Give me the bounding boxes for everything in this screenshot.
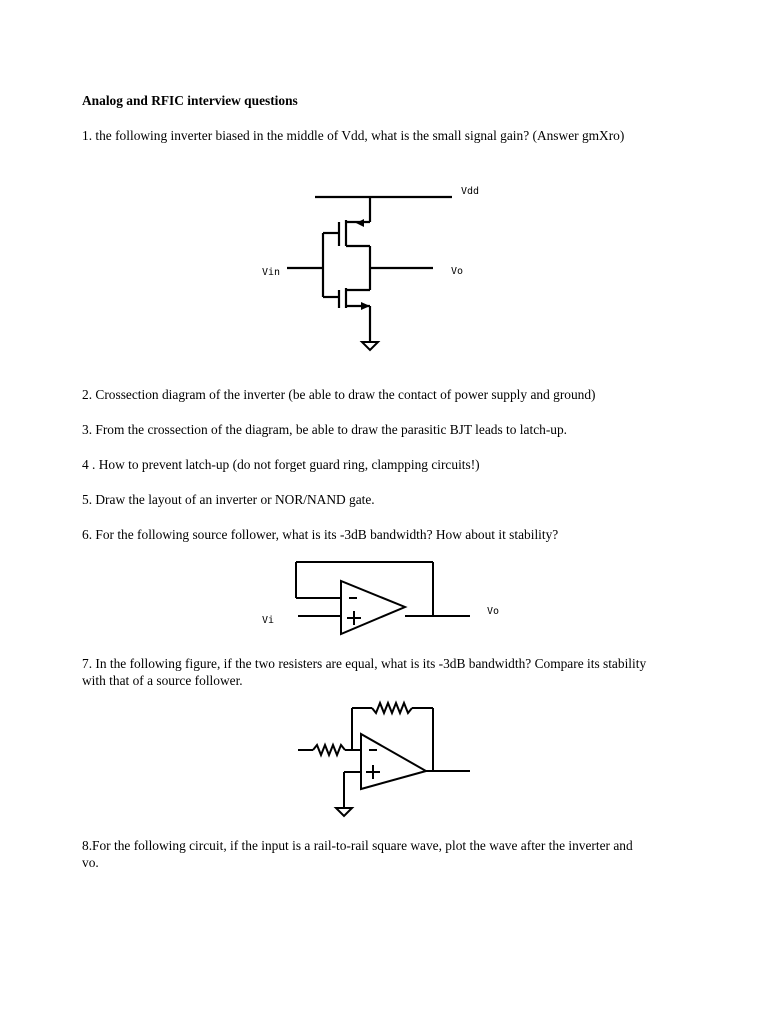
opamp-triangle-2 [361,734,426,789]
vo-label: Vo [451,266,464,277]
question-4: 4 . How to prevent latch-up (do not forget guard ring, clampping circuits!) [82,457,480,472]
question-7: 7. In the following figure, if the two resisters are equal, what is its -3dB bandwidth? Compare its stability with that of a source follower. [82,656,647,688]
document-title: Analog and RFIC interview questions [82,93,298,108]
vin-label: Vin [262,267,281,278]
vo-label-follower: Vo [487,606,500,617]
feedback-resistor [372,703,412,713]
question-1: 1. the following inverter biased in the middle of Vdd, what is the small signal gain? (Answer gmXro) [82,128,625,143]
ground-icon-2 [336,808,352,816]
vi-label: Vi [262,615,275,626]
question-6: 6. For the following source follower, what is its -3dB bandwidth? How about it stability? [82,527,559,542]
input-resistor [313,745,345,755]
question-2: 2. Crossection diagram of the inverter (be able to draw the contact of power supply and ground) [82,387,596,402]
question-3: 3. From the crossection of the diagram, be able to draw the parasitic BJT leads to latch-up. [82,422,568,437]
question-5: 5. Draw the layout of an inverter or NOR/NAND gate. [82,492,375,507]
question-8: 8.For the following circuit, if the input is a rail-to-rail square wave, plot the wave after the inverter and vo. [82,838,633,870]
vdd-label: Vdd [461,186,480,197]
